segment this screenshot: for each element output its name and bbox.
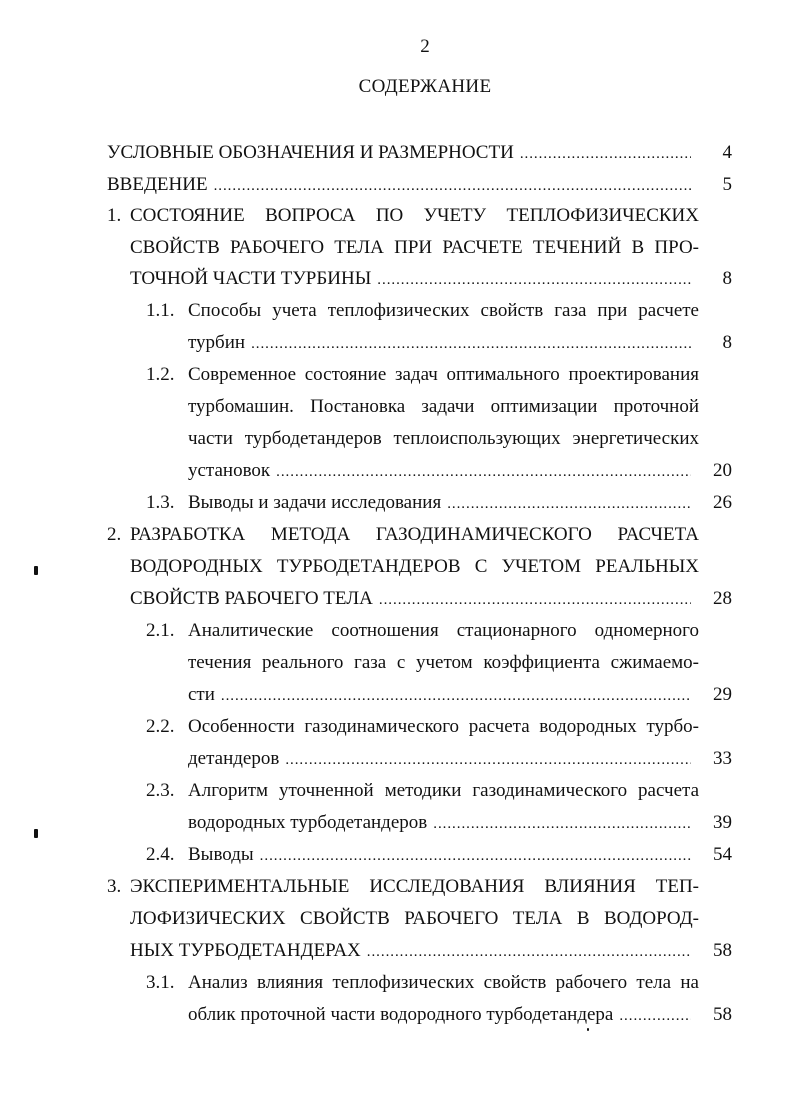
toc-entry-text: УСЛОВНЫЕ ОБОЗНАЧЕНИЯ И РАЗМЕРНОСТИ bbox=[107, 142, 514, 163]
toc-section-number: 2. bbox=[107, 524, 122, 545]
toc-entry-2-1[interactable] bbox=[188, 684, 697, 707]
toc-entry-text[interactable]: ВОДОРОДНЫХ ТУРБОДЕТАНДЕРОВ С УЧЕТОМ РЕАЛЬНЫХ bbox=[130, 556, 699, 577]
toc-entry-2-3[interactable] bbox=[188, 812, 697, 835]
toc-page-number: 29 bbox=[713, 684, 732, 705]
toc-entry-text[interactable]: турбомашин. Постановка задачи оптимизации проточной bbox=[188, 396, 699, 417]
toc-entry-text[interactable]: ЛОФИЗИЧЕСКИХ СВОЙСТВ РАБОЧЕГО ТЕЛА В ВОДОРОД- bbox=[130, 908, 699, 929]
scan-mark bbox=[34, 829, 38, 838]
toc-entry-text[interactable]: течения реального газа с учетом коэффициента сжимаемо- bbox=[188, 652, 699, 673]
toc-entry-3-1[interactable] bbox=[188, 1004, 697, 1027]
leader-dots bbox=[260, 845, 691, 867]
toc-entry-text[interactable]: ЭКСПЕРИМЕНТАЛЬНЫЕ ИССЛЕДОВАНИЯ ВЛИЯНИЯ ТЕП- bbox=[130, 876, 699, 897]
toc-entry-text: водородных турбодетандеров bbox=[188, 812, 428, 833]
toc-page-number: 8 bbox=[722, 332, 732, 353]
toc-section-number: 2.3. bbox=[146, 780, 175, 801]
toc-entry-2-4[interactable] bbox=[188, 844, 697, 867]
toc-page-number: 8 bbox=[722, 268, 732, 289]
toc-section-number: 2.2. bbox=[146, 716, 175, 737]
leader-dots bbox=[221, 685, 691, 707]
toc-section-number: 2.4. bbox=[146, 844, 175, 865]
leader-dots bbox=[214, 175, 691, 197]
toc-page-number: 33 bbox=[713, 748, 732, 769]
toc-entry-text: Выводы и задачи исследования bbox=[188, 492, 442, 513]
leader-dots bbox=[377, 269, 691, 291]
toc-section-number: 1. bbox=[107, 205, 122, 226]
toc-entry-text: турбин bbox=[188, 332, 246, 353]
toc-entry-text: НЫХ ТУРБОДЕТАНДЕРАХ bbox=[130, 940, 361, 961]
toc-entry-text[interactable]: Анализ влияния теплофизических свойств рабочего тела на bbox=[188, 972, 699, 993]
toc-entry-text[interactable]: РАЗРАБОТКА МЕТОДА ГАЗОДИНАМИЧЕСКОГО РАСЧЕТА bbox=[130, 524, 699, 545]
toc-page-number: 58 bbox=[713, 1004, 732, 1025]
toc-section-number: 3. bbox=[107, 876, 122, 897]
leader-dots bbox=[251, 333, 691, 355]
leader-dots bbox=[520, 143, 691, 165]
toc-title: СОДЕРЖАНИЕ bbox=[358, 76, 492, 97]
leader-dots bbox=[379, 589, 691, 611]
toc-entry-text[interactable]: Особенности газодинамического расчета водородных турбо- bbox=[188, 716, 699, 737]
toc-entry-2-2[interactable] bbox=[188, 748, 697, 771]
leader-dots bbox=[276, 461, 691, 483]
toc-entry-text[interactable]: СВОЙСТВ РАБОЧЕГО ТЕЛА ПРИ РАСЧЕТЕ ТЕЧЕНИЙ В ПРО- bbox=[130, 237, 699, 258]
toc-page-number: 5 bbox=[722, 174, 732, 195]
toc-page-number: 58 bbox=[713, 940, 732, 961]
toc-entry-text[interactable]: части турбодетандеров теплоиспользующих энергетических bbox=[188, 428, 699, 449]
toc-entry-conventions[interactable] bbox=[107, 142, 697, 165]
toc-section-number: 1.1. bbox=[146, 300, 175, 321]
toc-entry-text: ВВЕДЕНИЕ bbox=[107, 174, 208, 195]
toc-entry-chapter-3[interactable] bbox=[130, 940, 697, 963]
toc-page-number: 54 bbox=[713, 844, 732, 865]
toc-section-number: 1.3. bbox=[146, 492, 175, 513]
leader-dots bbox=[433, 813, 691, 835]
toc-entry-text: Выводы bbox=[188, 844, 254, 865]
scan-mark bbox=[34, 566, 38, 575]
toc-entry-1-2[interactable] bbox=[188, 460, 697, 483]
toc-page-number: 28 bbox=[713, 588, 732, 609]
toc-entry-text: облик проточной части водородного турбодетандера bbox=[188, 1004, 614, 1025]
toc-section-number: 3.1. bbox=[146, 972, 175, 993]
toc-entry-text[interactable]: Аналитические соотношения стационарного одномерного bbox=[188, 620, 699, 641]
toc-page-number: 26 bbox=[713, 492, 732, 513]
toc-entry-text: ТОЧНОЙ ЧАСТИ ТУРБИНЫ bbox=[130, 268, 372, 289]
toc-entry-text: сти bbox=[188, 684, 215, 705]
toc-entry-chapter-2[interactable] bbox=[130, 588, 697, 611]
toc-page-number: 39 bbox=[713, 812, 732, 833]
leader-dots bbox=[285, 749, 691, 771]
toc-section-number: 2.1. bbox=[146, 620, 175, 641]
toc-entry-text: детандеров bbox=[188, 748, 280, 769]
toc-entry-text[interactable]: Алгоритм уточненной методики газодинамического расчета bbox=[188, 780, 699, 801]
toc-entry-introduction[interactable] bbox=[107, 174, 697, 197]
toc-section-number: 1.2. bbox=[146, 364, 175, 385]
toc-entry-text[interactable]: СОСТОЯНИЕ ВОПРОСА ПО УЧЕТУ ТЕПЛОФИЗИЧЕСКИХ bbox=[130, 205, 699, 226]
toc-entry-text[interactable]: Способы учета теплофизических свойств газа при расчете bbox=[188, 300, 699, 321]
toc-entry-text: СВОЙСТВ РАБОЧЕГО ТЕЛА bbox=[130, 588, 373, 609]
toc-page-number: 20 bbox=[713, 460, 732, 481]
toc-entry-text[interactable]: Современное состояние задач оптимального проектирования bbox=[188, 364, 699, 385]
leader-dots bbox=[367, 941, 691, 963]
toc-entry-1-1[interactable] bbox=[188, 332, 697, 355]
toc-entry-chapter-1[interactable] bbox=[130, 268, 697, 291]
toc-entry-1-3[interactable] bbox=[188, 492, 697, 515]
leader-dots bbox=[447, 493, 691, 515]
scan-speck bbox=[587, 1028, 589, 1031]
toc-entry-text: установок bbox=[188, 460, 271, 481]
toc-page-number: 4 bbox=[722, 142, 732, 163]
page-number: 2 bbox=[420, 36, 430, 57]
leader-dots bbox=[619, 1005, 691, 1027]
